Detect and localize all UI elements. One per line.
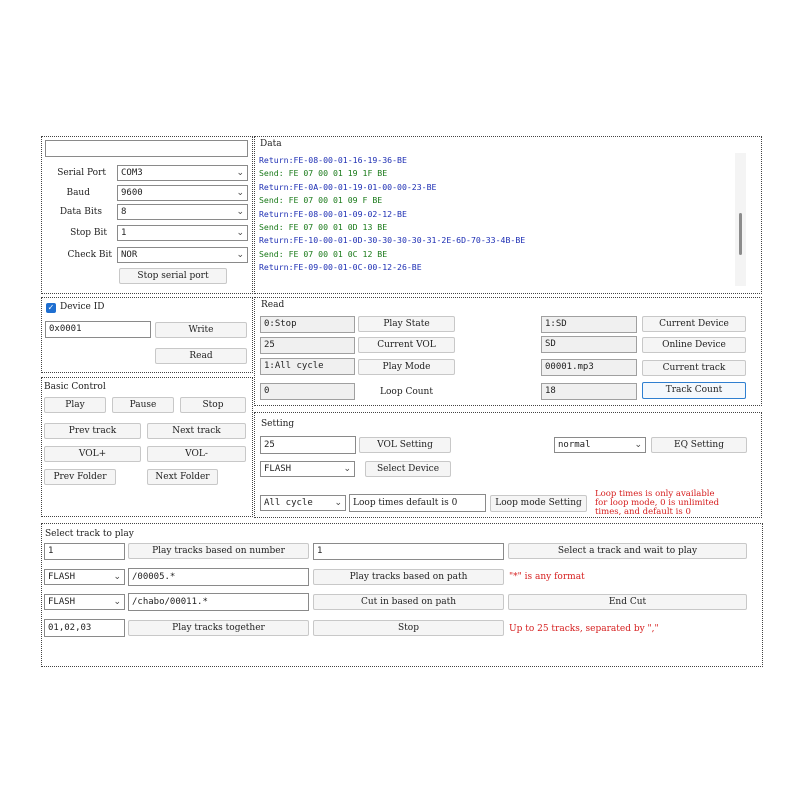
select-track-title: Select track to play	[45, 529, 134, 539]
current-device-field: 1:SD	[541, 316, 637, 333]
chevron-down-icon: ⌄	[113, 572, 121, 582]
loop-count-label: Loop Count	[380, 387, 433, 397]
stop-button[interactable]: Stop	[180, 397, 246, 413]
select-and-wait-button[interactable]: Select a track and wait to play	[508, 543, 747, 559]
chevron-down-icon: ⌄	[343, 464, 351, 474]
vol-down-button[interactable]: VOL-	[147, 446, 246, 462]
online-device-button[interactable]: Online Device	[642, 337, 746, 353]
stop-together-button[interactable]: Stop	[313, 620, 504, 636]
baud-select[interactable]	[117, 185, 248, 201]
scrollbar-thumb[interactable]	[739, 213, 742, 255]
serial-port-label: Serial Port	[57, 168, 106, 178]
check-bit-label: Check Bit	[67, 250, 112, 260]
cut-device-value: FLASH	[48, 597, 76, 607]
current-vol-field: 25	[260, 337, 355, 354]
data-bits-select[interactable]	[117, 204, 248, 220]
data-log-line-send: Send: FE 07 00 01 19 1F BE	[259, 168, 388, 179]
track-count-field: 18	[541, 383, 637, 400]
loop-mode-value: All cycle	[264, 498, 313, 508]
play-by-path-button[interactable]: Play tracks based on path	[313, 569, 504, 585]
write-button[interactable]: Write	[155, 322, 247, 338]
select-device-button[interactable]: Select Device	[365, 461, 451, 477]
loop-count-field: 0	[260, 383, 355, 400]
loop-mode-setting-button[interactable]: Loop mode Setting	[490, 495, 587, 512]
data-log-line-return: Return:FE-08-00-01-16-19-36-BE	[259, 155, 407, 165]
serial-port-select[interactable]	[117, 165, 248, 181]
play-tracks-together-button[interactable]: Play tracks together	[128, 620, 309, 636]
basic-control-title: Basic Control	[44, 382, 106, 392]
pause-button[interactable]: Pause	[112, 397, 174, 413]
device-id-input[interactable]: 0x0001	[45, 321, 151, 338]
current-track-button[interactable]: Current track	[642, 360, 746, 376]
data-bits-label: Data Bits	[59, 207, 102, 217]
play-mode-field: 1:All cycle	[260, 358, 355, 375]
end-cut-button[interactable]: End Cut	[508, 594, 747, 610]
chevron-down-icon: ⌄	[236, 207, 244, 217]
loop-times-note-line3: times, and default is 0	[595, 507, 691, 517]
device-select[interactable]	[260, 461, 355, 477]
current-device-button[interactable]: Current Device	[642, 316, 746, 332]
chevron-down-icon: ⌄	[334, 498, 342, 508]
data-log[interactable]	[259, 153, 734, 283]
stop-serial-port-button[interactable]: Stop serial port	[119, 268, 227, 284]
eq-select[interactable]	[554, 437, 646, 453]
stop-bit-label: Stop Bit	[70, 228, 107, 238]
data-log-line-return: Return:FE-08-00-01-09-02-12-BE	[259, 208, 407, 219]
data-log-line-send: Send: FE 07 00 01 09 F BE	[259, 195, 383, 206]
data-log-scrollbar[interactable]	[735, 153, 746, 286]
track-count-button[interactable]: Track Count	[642, 382, 746, 399]
play-state-field: 0:Stop	[260, 316, 355, 333]
cut-path-input[interactable]: /chabo/00011.*	[128, 593, 309, 611]
chevron-down-icon: ⌄	[236, 168, 244, 178]
eq-value: normal	[558, 440, 591, 450]
play-button[interactable]: Play	[44, 397, 106, 413]
device-select-value: FLASH	[264, 464, 292, 474]
prev-folder-button[interactable]: Prev Folder	[44, 469, 116, 485]
data-log-line-send: Send: FE 07 00 01 0C 12 BE	[259, 248, 388, 259]
chevron-down-icon: ⌄	[113, 597, 121, 607]
online-device-field: SD	[541, 336, 637, 353]
serial-top-field[interactable]	[45, 140, 248, 157]
tracks-together-note: Up to 25 tracks, separated by ","	[509, 624, 659, 634]
prev-track-button[interactable]: Prev track	[44, 423, 141, 439]
next-track-button[interactable]: Next track	[147, 423, 246, 439]
loop-mode-select[interactable]	[260, 495, 346, 511]
cut-device-select[interactable]	[44, 594, 125, 610]
chevron-down-icon: ⌄	[634, 440, 642, 450]
path-input[interactable]: /00005.*	[128, 568, 309, 586]
loop-times-input[interactable]: Loop times default is 0	[349, 494, 486, 512]
loop-times-note	[595, 490, 761, 517]
read-button[interactable]: Read	[155, 348, 247, 364]
path-format-note: "*" is any format	[509, 572, 585, 582]
play-state-button[interactable]: Play State	[358, 316, 455, 332]
data-log-line-return: Return:FE-10-00-01-0D-30-30-30-30-31-2E-6D-70-33-4B-BE	[259, 235, 526, 246]
check-bit-select[interactable]	[117, 247, 248, 263]
tracks-together-input[interactable]: 01,02,03	[44, 619, 125, 637]
data-log-line-return: Return:FE-0A-00-01-19-01-00-00-23-BE	[259, 181, 437, 192]
chevron-down-icon: ⌄	[236, 228, 244, 238]
chevron-down-icon: ⌄	[236, 250, 244, 260]
stop-bit-select[interactable]	[117, 225, 248, 241]
check-bit-value: NOR	[121, 250, 138, 260]
loop-times-note-line2: for loop mode, 0 is unlimited	[595, 498, 720, 508]
current-track-field: 00001.mp3	[541, 359, 637, 376]
eq-setting-button[interactable]: EQ Setting	[651, 437, 747, 453]
cut-in-by-path-button[interactable]: Cut in based on path	[313, 594, 504, 610]
chevron-down-icon: ⌄	[236, 188, 244, 198]
vol-up-button[interactable]: VOL+	[44, 446, 141, 462]
data-bits-value: 8	[121, 207, 127, 217]
path-device-select[interactable]	[44, 569, 125, 585]
data-panel-title: Data	[260, 139, 282, 149]
data-log-line-return: Return:FE-09-00-01-0C-00-12-26-BE	[259, 262, 422, 273]
next-folder-button[interactable]: Next Folder	[147, 469, 218, 485]
vol-setting-input[interactable]: 25	[260, 436, 356, 454]
current-vol-button[interactable]: Current VOL	[358, 337, 455, 353]
stop-bit-value: 1	[121, 228, 127, 238]
wait-track-input[interactable]: 1	[313, 543, 504, 560]
read-title: Read	[261, 300, 285, 310]
setting-title: Setting	[261, 419, 295, 429]
play-mode-button[interactable]: Play Mode	[358, 359, 455, 375]
baud-label: Baud	[66, 188, 90, 198]
data-log-line-send: Send: FE 07 00 01 0D 13 BE	[259, 222, 388, 232]
path-device-value: FLASH	[48, 572, 76, 582]
play-by-number-button[interactable]: Play tracks based on number	[128, 543, 309, 559]
vol-setting-button[interactable]: VOL Setting	[359, 437, 451, 453]
baud-value: 9600	[121, 188, 143, 198]
checked-checkbox-icon[interactable]: ✓	[47, 303, 55, 312]
device-id-title: Device ID	[60, 302, 105, 312]
track-number-input[interactable]: 1	[44, 543, 125, 560]
loop-times-note-line1: Loop times is only available	[595, 489, 715, 499]
serial-port-value: COM3	[121, 168, 143, 178]
